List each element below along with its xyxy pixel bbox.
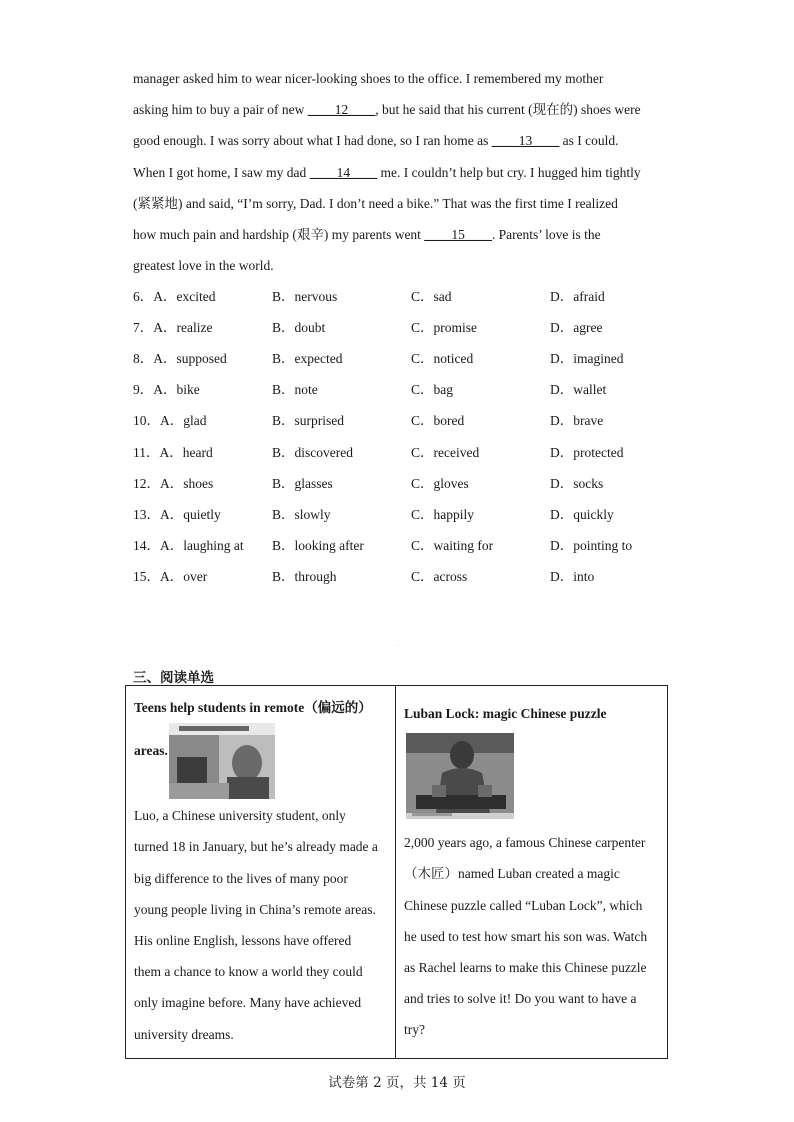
reading-table (125, 685, 668, 1059)
option-b[interactable]: B．through (272, 569, 337, 585)
option-b[interactable]: B．glasses (272, 475, 333, 491)
question-10-options (133, 404, 673, 435)
option-c[interactable]: C．happily (411, 506, 474, 522)
left-card-line: young people living in China’s remote areas. (134, 901, 376, 917)
luban-lock-photo-image (406, 733, 514, 819)
option-b[interactable]: B．note (272, 382, 318, 398)
passage-line: good enough. I was sorry about what I had done, so I ran home as ____13____ as I could. (133, 133, 619, 149)
option-d[interactable]: D．brave (550, 413, 604, 429)
question-9-options (133, 373, 673, 404)
blank-12: ____12____ (307, 102, 376, 118)
option-b[interactable]: B．doubt (272, 319, 326, 335)
blank-13: ____13____ (491, 133, 560, 149)
question-14-options (133, 529, 673, 560)
option-a[interactable]: 14．A．laughing at (133, 538, 244, 554)
option-d[interactable]: D．into (550, 569, 595, 585)
option-a[interactable]: 12．A．shoes (133, 475, 214, 491)
left-card-title-row (134, 723, 387, 780)
option-a[interactable]: 8．A．supposed (133, 350, 227, 366)
option-a[interactable]: 11．A．heard (133, 444, 213, 460)
question-13-options (133, 497, 673, 528)
left-card-title: Teens help students in remote（偏远的） (134, 700, 372, 715)
right-card-line: as Rachel learns to make this Chinese puzzle (404, 960, 647, 976)
option-b[interactable]: B．discovered (272, 444, 353, 460)
right-card-line: he used to test how smart his son was. Watch (404, 928, 648, 944)
option-a[interactable]: 15．A．over (133, 569, 208, 585)
question-11-options (133, 435, 673, 466)
passage-line: manager asked him to wear nicer-looking shoes to the office. I remembered my mother (133, 71, 604, 86)
passage-line: (紧紧地) and said, “I’m sorry, Dad. I don’t need a bike.” That was the first time I realized (133, 195, 618, 211)
right-card-line: Chinese puzzle called “Luban Lock”, which (404, 897, 643, 913)
option-d[interactable]: D．imagined (550, 350, 624, 366)
option-d[interactable]: D．protected (550, 444, 624, 460)
left-card-line: turned 18 in January, but he’s already made a (134, 839, 378, 855)
question-8-options (133, 341, 673, 372)
option-d[interactable]: D．agree (550, 319, 603, 335)
blank-15: ____15____ (424, 227, 492, 243)
option-d[interactable]: D．afraid (550, 288, 605, 304)
option-d[interactable]: D．wallet (550, 382, 607, 398)
option-c[interactable]: C．promise (411, 319, 477, 335)
option-a[interactable]: 9．A．bike (133, 382, 200, 398)
option-c[interactable]: C．waiting for (411, 538, 494, 554)
option-a[interactable]: 13．A．quietly (133, 506, 221, 522)
option-c[interactable]: C．across (411, 569, 468, 585)
question-7-options (133, 310, 673, 341)
left-card-line: them a chance to know a world they could (134, 964, 363, 980)
right-card-line: try? (404, 1022, 425, 1038)
option-b[interactable]: B．nervous (272, 288, 338, 304)
blank-14: ____14____ (309, 164, 378, 180)
passage-line: asking him to buy a pair of new ____12____, but he said that his current (现在的) shoes were (133, 102, 641, 118)
right-card-line: 2,000 years ago, a famous Chinese carpenter (404, 835, 646, 851)
option-d[interactable]: D．quickly (550, 506, 614, 522)
section-title: 三、阅读单选 (133, 670, 214, 686)
answer-options (133, 279, 673, 591)
option-c[interactable]: C．sad (411, 288, 452, 304)
question-12-options (133, 466, 673, 497)
page-footer: 试卷第 2 页，共 14 页 (328, 1075, 466, 1091)
option-a[interactable]: 6．A．excited (133, 288, 216, 304)
passage-line: greatest love in the world. (133, 258, 274, 274)
left-card-line: only imagine before. Many have achieved (134, 995, 362, 1011)
left-card-line: Luo, a Chinese university student, only (134, 808, 346, 824)
teens-photo-image (169, 723, 275, 799)
option-b[interactable]: B．slowly (272, 506, 331, 522)
option-b[interactable]: B．surprised (272, 413, 344, 429)
question-6-options (133, 279, 673, 310)
left-card (126, 686, 396, 1058)
option-c[interactable]: C．received (411, 444, 480, 460)
passage-line: how much pain and hardship (艰辛) my parents went ____15____. Parents’ love is the (133, 227, 601, 243)
right-card-line: and tries to solve it! Do you want to have a (404, 991, 637, 1007)
option-c[interactable]: C．bored (411, 413, 465, 429)
right-card-line: （木匠）named Luban created a magic (404, 866, 620, 882)
option-c[interactable]: C．noticed (411, 350, 474, 366)
left-card-line: big difference to the lives of many poor (134, 870, 348, 886)
question-15-options (133, 560, 673, 591)
left-card-title-end: areas. (134, 743, 168, 759)
option-b[interactable]: B．expected (272, 350, 343, 366)
right-card-title: Luban Lock: magic Chinese puzzle (404, 706, 607, 721)
right-card (396, 686, 667, 1058)
option-d[interactable]: D．pointing to (550, 538, 633, 554)
option-c[interactable]: C．bag (411, 382, 453, 398)
option-d[interactable]: D．socks (550, 475, 604, 491)
option-c[interactable]: C．gloves (411, 475, 469, 491)
cloze-passage (133, 63, 668, 281)
option-a[interactable]: 7．A．realize (133, 319, 213, 335)
left-card-line: His online English, lessons have offered (134, 933, 352, 949)
left-card-line: university dreams. (134, 1026, 234, 1042)
option-b[interactable]: B．looking after (272, 538, 364, 554)
passage-line: When I got home, I saw my dad ____14____ me. I couldn’t help but cry. I hugged him tightly (133, 164, 641, 180)
stray-mark: · (397, 643, 399, 649)
option-a[interactable]: 10．A．glad (133, 413, 207, 429)
